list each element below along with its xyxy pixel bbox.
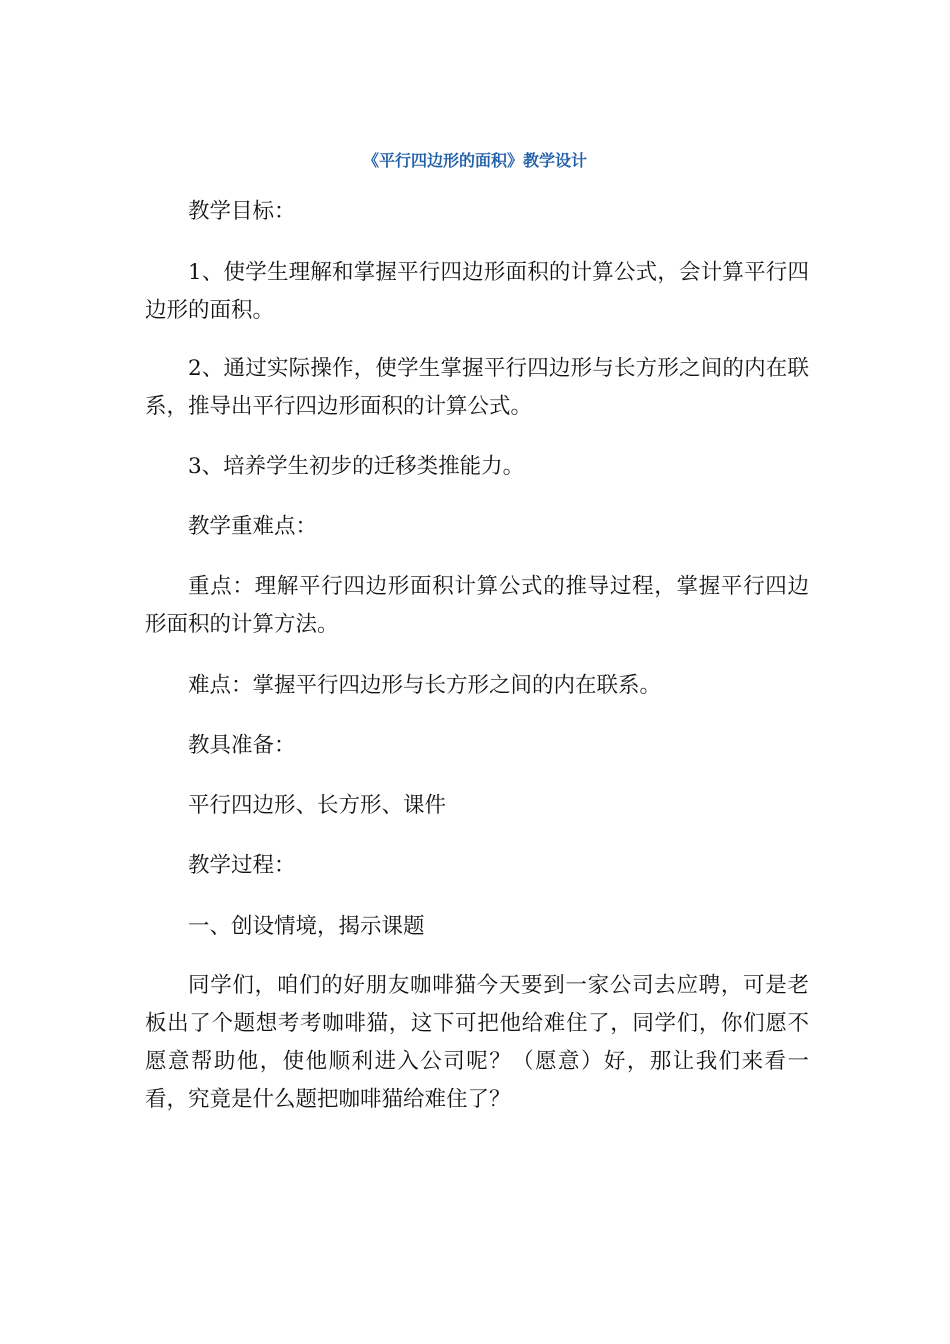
paragraph-process-heading: 教学过程：	[188, 853, 296, 878]
paragraph-goal-2: 2、通过实际操作，使学生掌握平行四边形与长方形之间的内在联系，推导出平行四边形面积的计算公式。	[145, 356, 809, 419]
paragraph-goal-3: 3、培养学生初步的迁移类推能力。	[188, 454, 525, 479]
paragraph-difficult-point: 难点：掌握平行四边形与长方形之间的内在联系。	[188, 673, 662, 698]
paragraph-goal-1: 1、使学生理解和掌握平行四边形面积的计算公式，会计算平行四边形的面积。	[145, 260, 809, 323]
paragraph-teaching-goals-heading: 教学目标：	[188, 199, 296, 224]
paragraph-materials-heading: 教具准备：	[188, 733, 296, 758]
paragraph-key-difficult-heading: 教学重难点：	[188, 514, 318, 539]
document-title: 《平行四边形的面积》教学设计	[362, 151, 587, 170]
paragraph-section-one-heading: 一、创设情境，揭示课题	[188, 914, 425, 939]
paragraph-key-point: 重点：理解平行四边形面积计算公式的推导过程，掌握平行四边形面积的计算方法。	[145, 574, 809, 637]
paragraph-section-one-body: 同学们，咱们的好朋友咖啡猫今天要到一家公司去应聘，可是老板出了个题想考考咖啡猫，这下可把他给难住了，同学们，你们愿不愿意帮助他，使他顺利进入公司呢？（愿意）好，那让我们来看一看，究竟是什么题把咖啡猫给难住了？	[145, 973, 809, 1112]
paragraph-materials-list: 平行四边形、长方形、课件	[188, 793, 447, 818]
